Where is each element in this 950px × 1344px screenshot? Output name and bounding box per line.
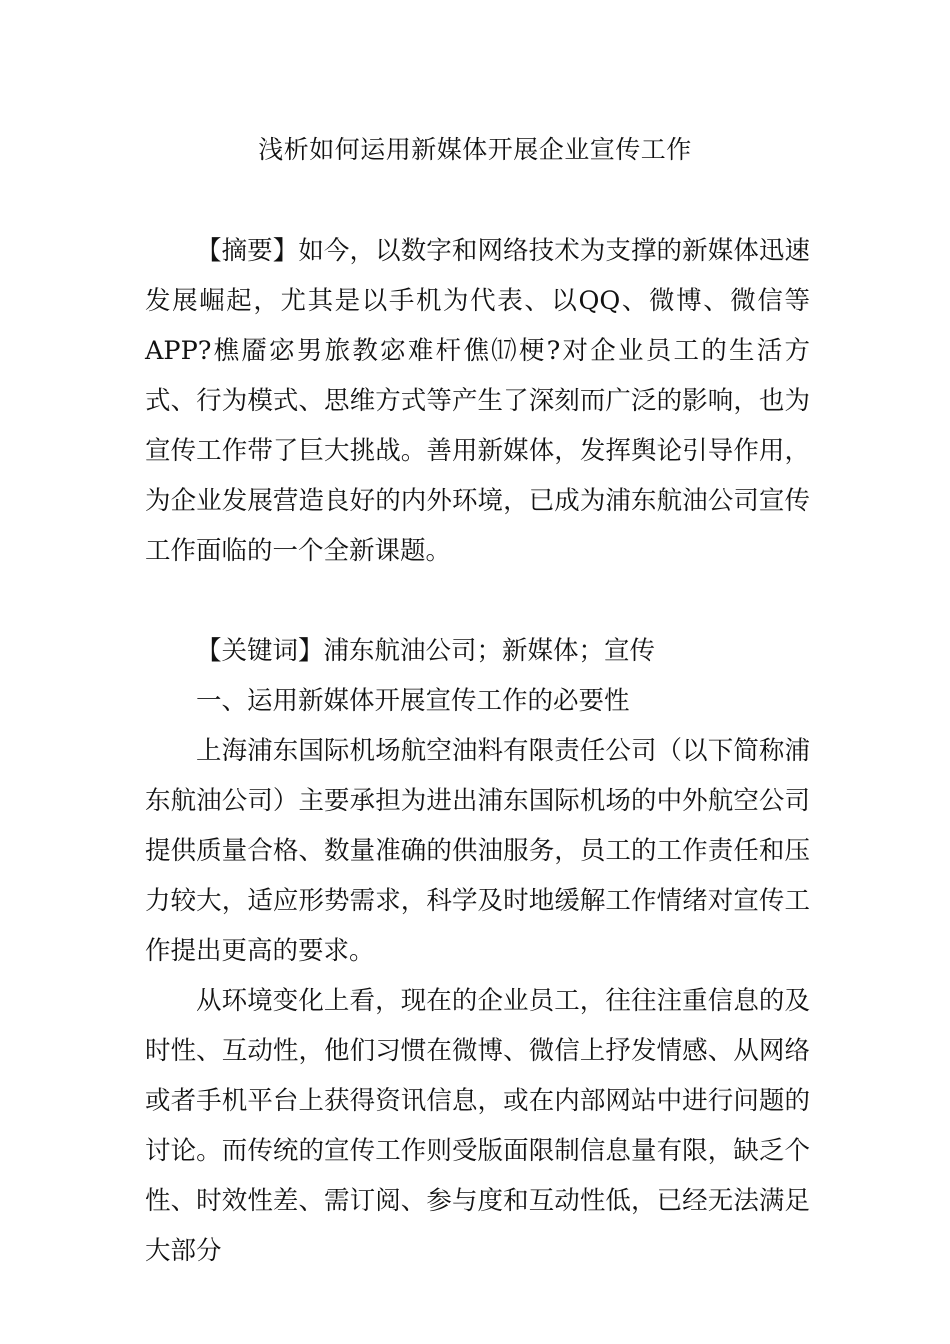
section-heading: 一、运用新媒体开展宣传工作的必要性 — [196, 686, 630, 716]
document-body — [145, 226, 810, 1276]
abstract-paragraph: 【摘要】如今，以数字和网络技术为支撑的新媒体迅速发展崛起，尤其是以手机为代表、以QQ、微博、微信等APP?樵靥宓男旅教宓难杆僬⒄梗?对企业员工的生活方式、行为模式、思维方式等产生了深刻而广泛的影响，也为宣传工作带了巨大挑战。善用新媒体，发挥舆论引导作用，为企业发展营造良好的内外环境，已成为浦东航油公司宣传工作面临的一个全新课题。 — [145, 236, 810, 566]
body-paragraph-1: 上海浦东国际机场航空油料有限责任公司（以下简称浦东航油公司）主要承担为进出浦东国际机场的中外航空公司提供质量合格、数量准确的供油服务，员工的工作责任和压力较大，适应形势需求，科学及时地缓解工作情绪对宣传工作提出更高的要求。 — [145, 736, 810, 966]
keywords-paragraph: 【关键词】浦东航油公司；新媒体；宣传 — [196, 636, 656, 666]
body-paragraph-2: 从环境变化上看，现在的企业员工，往往注重信息的及时性、互动性，他们习惯在微博、微信上抒发情感、从网络或者手机平台上获得资讯信息，或在内部网站中进行问题的讨论。而传统的宣传工作则受版面限制信息量有限，缺乏个性、时效性差、需订阅、参与度和互动性低，已经无法满足大部分 — [145, 986, 810, 1266]
document-title: 浅析如何运用新媒体开展企业宣传工作 — [258, 135, 692, 164]
paragraph-gap — [145, 576, 810, 626]
